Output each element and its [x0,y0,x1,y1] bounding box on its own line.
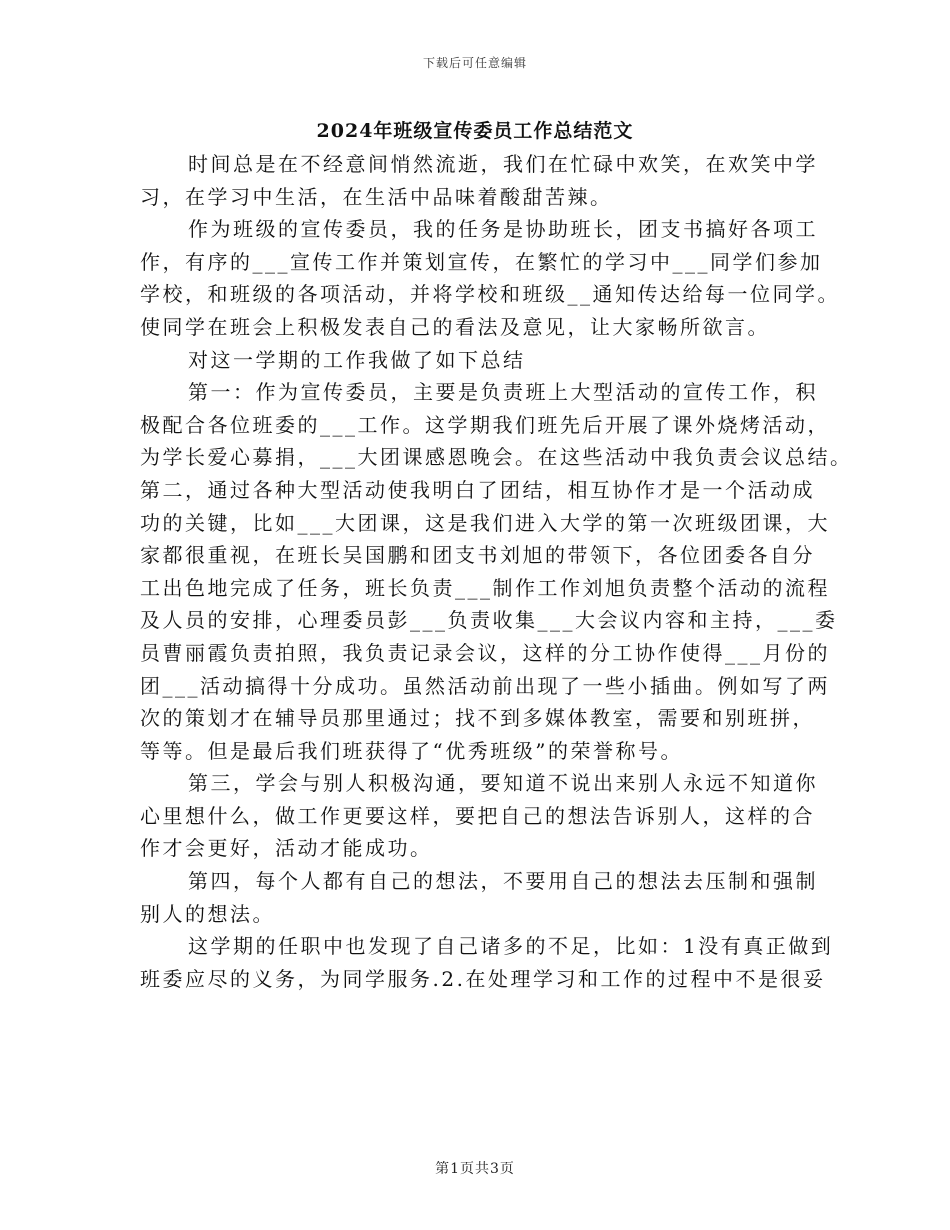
body-line: 时间总是在不经意间悄然流逝，我们在忙碌中欢笑，在欢笑中学 [188,152,818,176]
body-line: 功的关键，比如___大团课，这是我们进入大学的第一次班级团课，大 [140,510,830,535]
body-line: 等等。但是最后我们班获得了“优秀班级”的荣誉称号。 [140,738,683,763]
header-note: 下载后可任意编辑 [422,56,527,70]
body-line: 员曹丽霞负责拍照，我负责记录会议，这样的分工协作使得___月份的 [140,640,830,665]
body-line: 班委应尽的义务，为同学服务.2.在处理学习和工作的过程中不是很妥 [140,966,826,991]
body-line: 学校，和班级的各项活动，并将学校和班级__通知传达给每一位同学。 [140,282,840,307]
body-line: 对这一学期的工作我做了如下总结 [188,347,526,372]
body-line: 这学期的任职中也发现了自己诸多的不足，比如：1没有真正做到 [188,934,834,959]
body-line: 心里想什么，做工作更要这样，要把自己的想法告诉别人，这样的合 [140,803,815,828]
body-line: 家都很重视，在班长吴国鹏和团支书刘旭的带领下，各位团委各自分 [140,543,815,568]
body-line: 第四，每个人都有自己的想法，不要用自己的想法去压制和强制 [188,869,818,894]
body-line: 习，在学习中生活，在生活中品味着酸甜苦辣。 [140,184,613,209]
body-line: 极配合各位班委的___工作。这学期我们班先后开展了课外烧烤活动， [140,412,830,437]
document-title: 2024年班级宣传委员工作总结范文 [316,120,634,142]
body-line: 第三，学会与别人积极沟通，要知道不说出来别人永远不知道你 [188,771,818,796]
body-line: 使同学在班会上积极发表自己的看法及意见，让大家畅所欲言。 [140,314,770,339]
body-line: 第一：作为宣传委员，主要是负责班上大型活动的宣传工作，积 [188,380,818,405]
body-line: 作才会更好，活动才能成功。 [140,836,433,861]
body-line: 及人员的安排，心理委员彭___负责收集___大会议内容和主持，___委 [140,608,838,633]
body-line: 团___活动搞得十分成功。虽然活动前出现了一些小插曲。例如写了两 [140,673,830,698]
body-line: 为学长爱心募捐，___大团课感恩晚会。在这些活动中我负责会议总结。 [140,445,853,470]
body-line: 第二，通过各种大型活动使我明白了团结，相互协作才是一个活动成 [140,477,815,502]
body-line: 次的策划才在辅导员那里通过；找不到多媒体教室，需要和别班拼， [140,706,815,731]
body-line: 作为班级的宣传委员，我的任务是协助班长，团支书搞好各项工 [188,217,818,242]
body-line: 别人的想法。 [140,901,275,926]
document-body [140,148,853,995]
body-line: 工出色地完成了任务，班长负责___制作工作刘旭负责整个活动的流程 [140,575,830,600]
body-line: 作，有序的___宣传工作并策划宣传，在繁忙的学习中___同学们参加 [140,249,823,274]
page-indicator: 第1页共3页 [435,1161,515,1177]
